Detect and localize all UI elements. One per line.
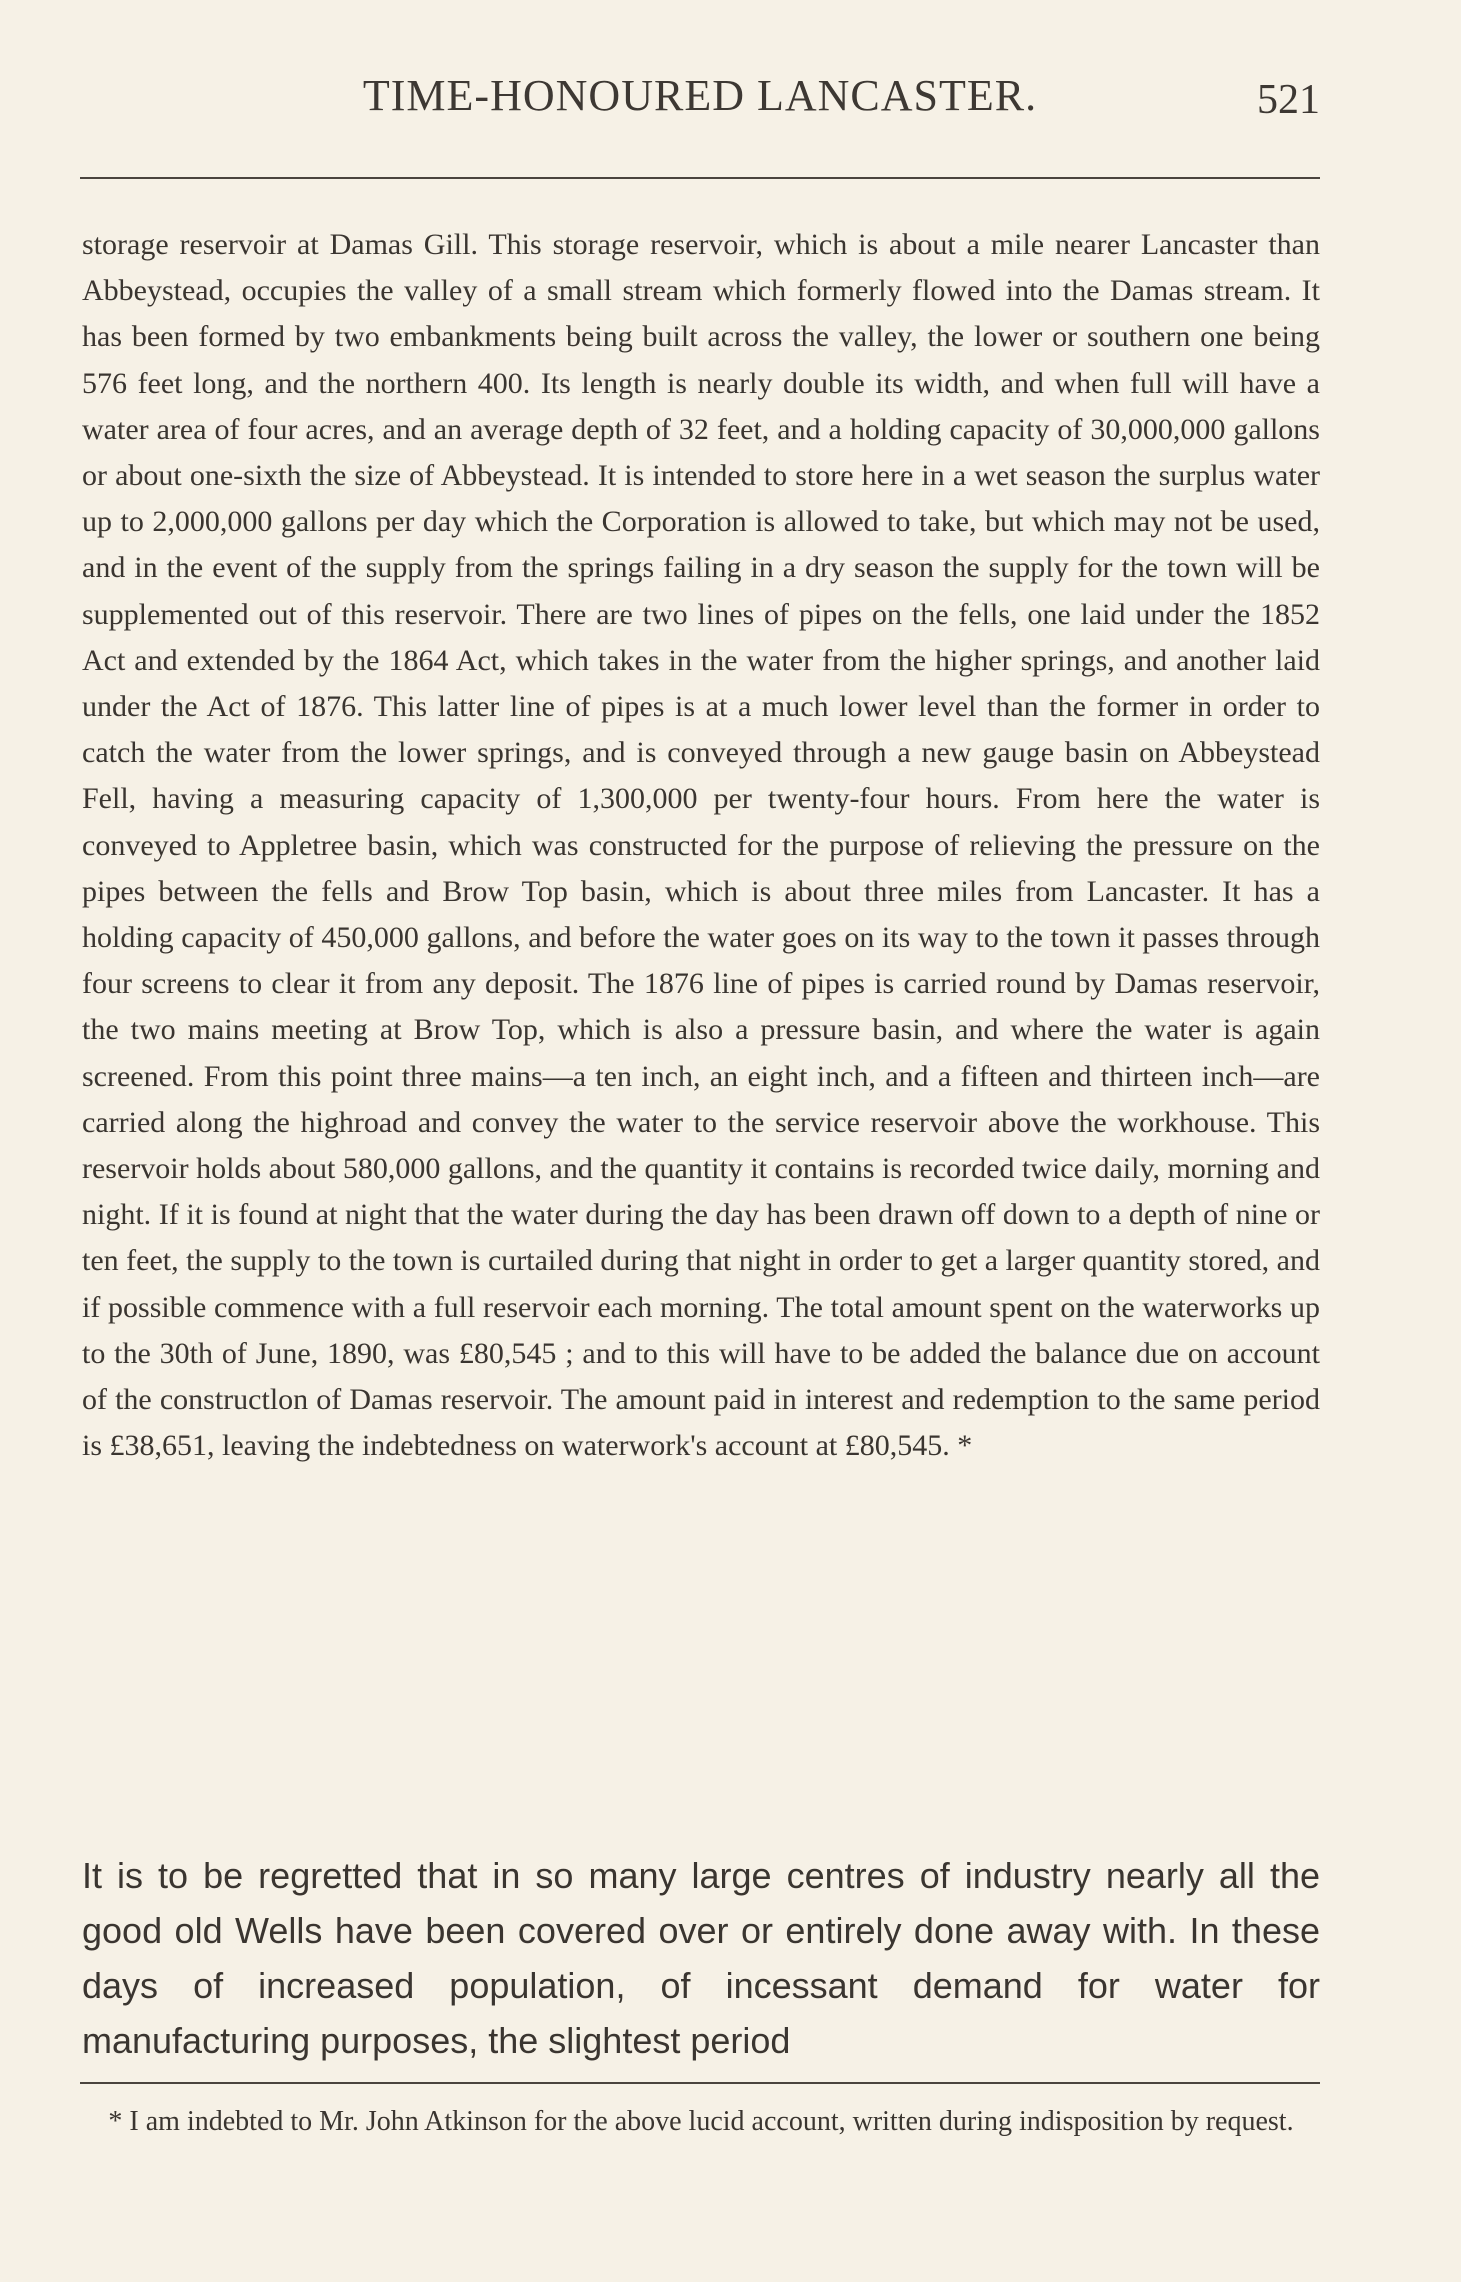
body-paragraph: storage reservoir at Damas Gill. This storage reservoir, which is about a mile nearer Lancaster than Abbeystead, occupies the valley of a small stream which formerly flowed into the Damas stream. It has been formed by two embankments being built across the valley, the lower or southern one being 576 feet long, and the northern 400. Its length is nearly double its width, and when full will have a water area of four acres, and an average depth of 32 feet, and a holding capacity of 30,000,000 gallons or about one-sixth the size of Abbeystead. It is intended to store here in a wet season the surplus water up to 2,000,000 gallons per day which the Corporation is allowed to take, but which may not be used, and in the event of the supply from the springs failing in a dry season the supply for the town will be supplemented out of this reservoir. There are two lines of pipes on the fells, one laid under the 1852 Act and extended by the 1864 Act, which takes in the water from the higher springs, and another laid under the Act of 1876. This latter line of pipes is at a much lower level than the former in order to catch the water from the lower springs, and is conveyed through a new gauge basin on Abbeystead Fell, having a measuring capacity of 1,300,000 per twenty-four hours. From here the water is conveyed to Appletree basin, which was constructed for the purpose of relieving the pressure on the pipes between the fells and Brow Top basin, which is about three miles from Lancaster. It has a holding capacity of 450,000 gallons, and before the water goes on its way to the town it passes through four screens to clear it from any deposit. The 1876 line of pipes is carried round by Damas reservoir, the two mains meeting at Brow Top, which is also a pressure basin, and where the water is again screened. From this point three mains—a ten inch, an eight inch, and a fifteen and thirteen inch—are carried along the highroad and convey the water to the service reservoir above the workhouse. This reservoir holds about 580,000 gallons, and the quantity it contains is recorded twice daily, morning and night. If it is found at night that the water during the day has been drawn off down to a depth of nine or ten feet, the supply to the town is curtailed during that night in order to get a larger quantity stored, and if possible commence with a full reservoir each morning. The total amount spent on the waterworks up to the 30th of June, 1890, was £80,545 ; and to this will have to be added the balance due on account of the constructlon of Damas reservoir. The amount paid in interest and redemption to the same period is £38,651, leaving the indebtedness on waterwork's account at £80,545. * [82, 228, 1320, 1463]
body-text [82, 222, 1320, 1469]
footnote [82, 2105, 1320, 2139]
next-paragraph [82, 1848, 1320, 2068]
running-title: TIME-HONOURED LANCASTER. [362, 71, 1038, 120]
header-rule [80, 177, 1320, 179]
next-paragraph-text: It is to be regretted that in so many large centres of industry nearly all the good old Wells have been covered over or entirely done away with. In these days of increased population, of incessant demand for water for manufacturing purposes, the slightest period [82, 1855, 1320, 2061]
running-head [80, 70, 1320, 130]
footnote-text: * I am indebted to Mr. John Atkinson for the above lucid account, written during indisposition by request. [108, 2106, 1294, 2137]
footnote-rule [80, 2082, 1320, 2084]
page-number: 521 [1257, 77, 1320, 123]
